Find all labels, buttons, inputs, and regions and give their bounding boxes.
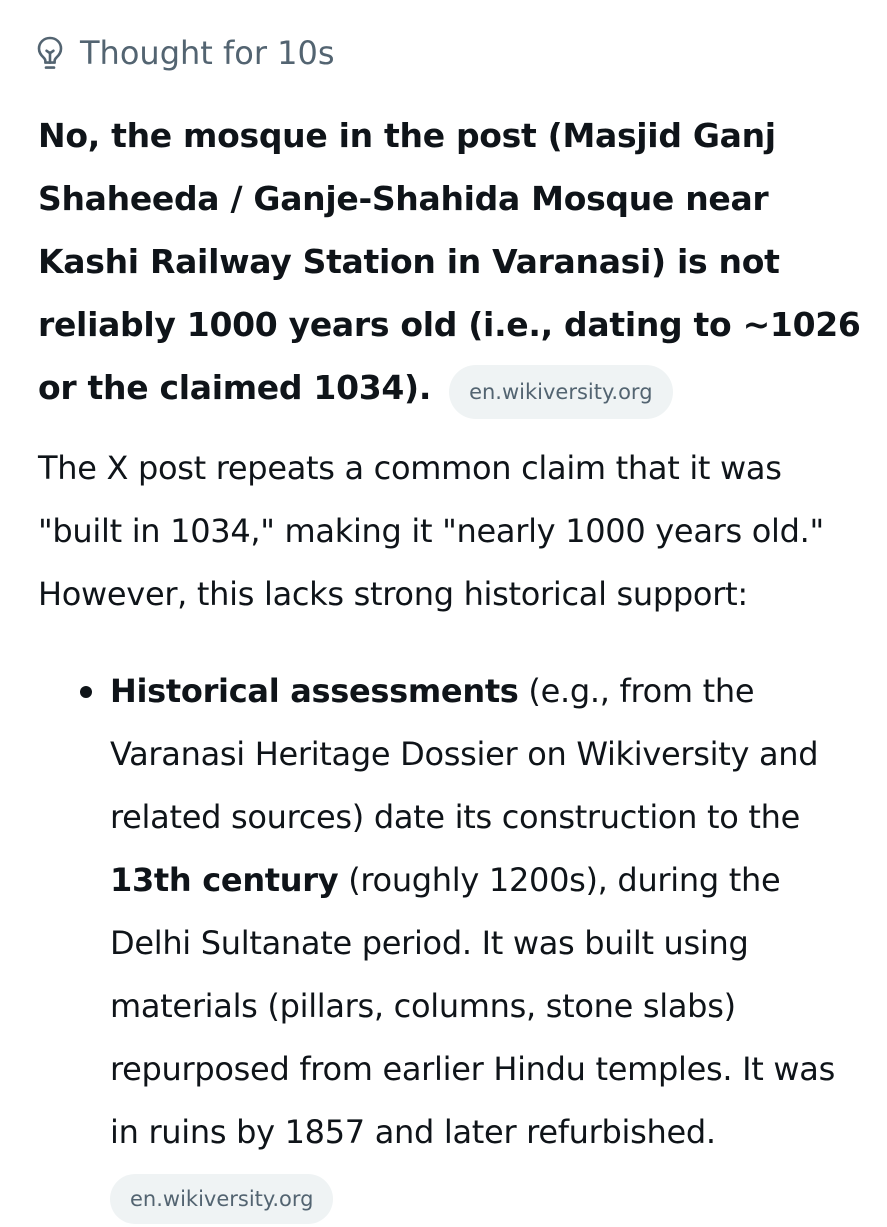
bullet-bold-term: Historical assessments [110, 672, 519, 710]
answer-lead-text: No, the mosque in the post (Masjid Ganj Shaheeda / Ganje-Shahida Mosque near Kashi Railway Station in Varanasi) is not reliably 1000 years old (i.e., dating to ~1026 or the claimed 1034). [38, 116, 861, 407]
source-chip-bullet[interactable]: en.wikiversity.org [110, 1174, 333, 1224]
thought-label: Thought for 10s [80, 34, 335, 72]
bullet-text: (e.g., from the Varanasi Heritage Dossier on Wikiversity and related sources) date its construction to the [110, 672, 819, 836]
bullet-bold-century: 13th century [110, 861, 339, 899]
bullet-dot-icon [80, 686, 92, 698]
lightbulb-icon [36, 35, 80, 71]
thought-toggle[interactable] [36, 28, 335, 78]
bullet-list [38, 660, 868, 1227]
answer-paragraph: The X post repeats a common claim that it was "built in 1034," making it "nearly 1000 years old." However, this lacks strong historical support: [38, 449, 824, 613]
bullet-text-cont: (roughly 1200s), during the Delhi Sultanate period. It was built using materials (pillars, columns, stone slabs) repurposed from earlier Hindu temples. It was in ruins by 1857 and later refurbished. [110, 861, 835, 1151]
bullet-item [110, 660, 868, 1227]
answer-lead [38, 104, 868, 419]
answer-content [38, 104, 868, 1227]
source-chip-lead[interactable]: en.wikiversity.org [449, 365, 672, 419]
